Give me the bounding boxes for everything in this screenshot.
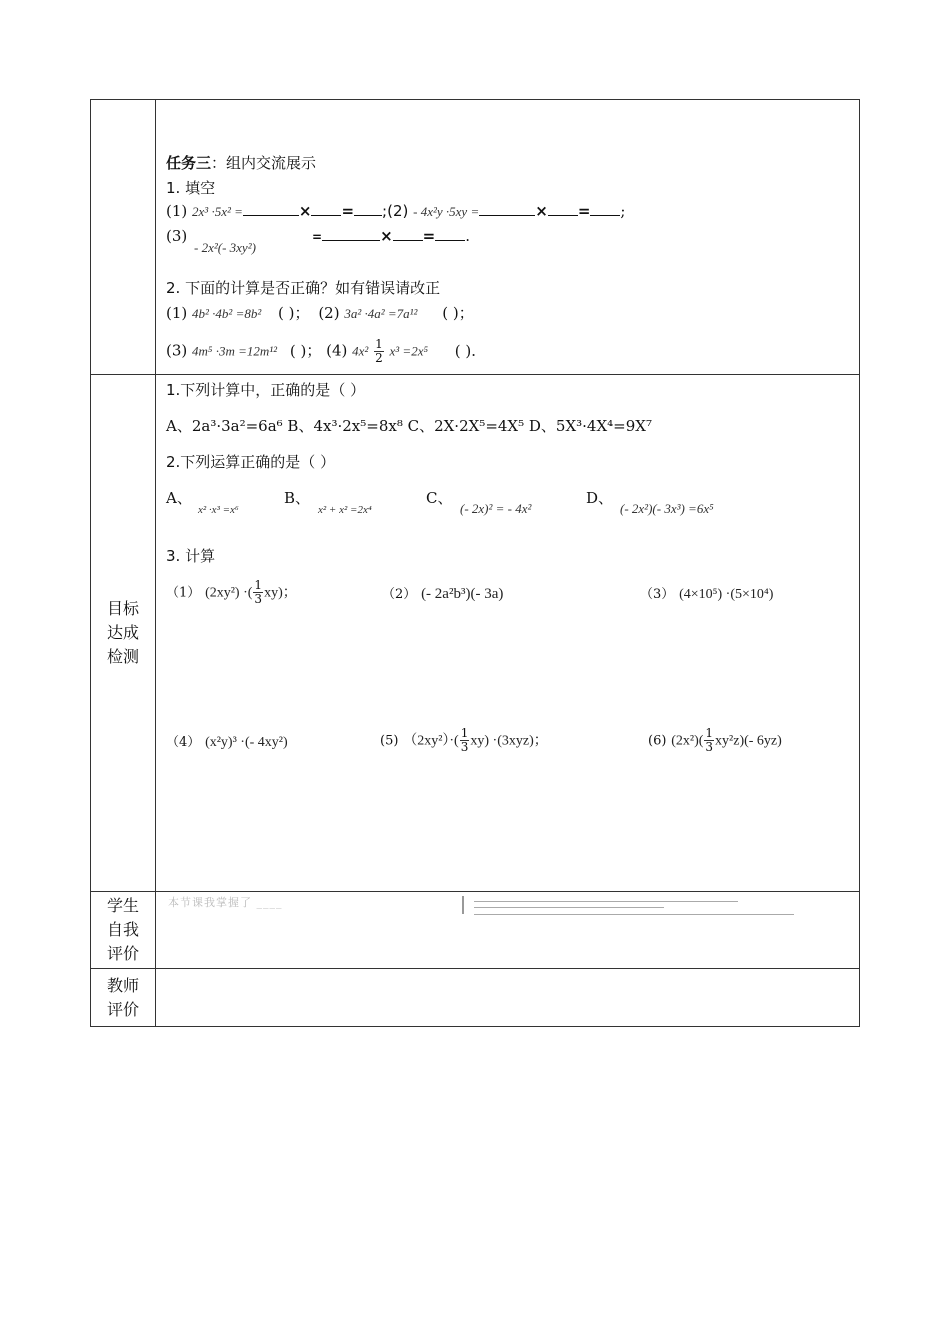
self-eval-line-2 (474, 907, 664, 908)
self-eval-side-label: 学生 自我 评价 (91, 892, 156, 969)
q1-line2-expr: - 2x²(- 3xy²) (194, 240, 256, 255)
self-eval-line-3 (474, 914, 794, 915)
teacher-eval-side-label: 教师 评价 (91, 969, 156, 1027)
check-q1-options: A、2a³·3a²=6a⁶ B、4x³·2x⁵=8x⁸ C、2X·2X⁵=4X⁵ D、5X³·4X⁴=9X⁷ (166, 417, 652, 435)
self-eval-row (91, 892, 860, 969)
task3-content-cell (156, 100, 860, 375)
check-content-cell (156, 375, 860, 892)
q2-label: 2. 下面的计算是否正确？如有错误请改正 (166, 279, 441, 297)
check-q2-option-c: C、 (426, 489, 453, 507)
calc-5: (5) （2xy²）·( $\frac{1}{3}$ xy) ·(3xyz)； (380, 726, 548, 754)
check-q2-option-d-expr: (- 2x²)(- 3x³) =6x⁵ (620, 501, 714, 516)
lesson-table (90, 99, 860, 1027)
check-row (91, 375, 860, 892)
check-q1: 1.下列计算中，正确的是（ ） (166, 381, 366, 399)
check-q2-option-c-expr: (- 2x)² = - 4x² (460, 501, 532, 516)
q1-fill-label: 1. 填空 (166, 179, 216, 197)
half-fraction: $\frac{1}{2}$ (375, 337, 383, 365)
task3-row (91, 100, 860, 375)
q2-line1: (1) 4b² ·4b² =8b² ( )； (2) 3a² ·4a² =7a¹² ( )； (166, 304, 474, 322)
calc-2: （2） (- 2a²b³)(- 3a) (382, 586, 504, 602)
self-eval-content-cell (156, 892, 860, 969)
check-q3: 3. 计算 (166, 547, 216, 565)
self-eval-bracket (462, 896, 468, 914)
calc-6: (6) (2x²)( $\frac{1}{3}$ xy²z)(- 6yz) (648, 726, 782, 754)
self-eval-faint-text: 本节课我掌握了 ____ (168, 896, 283, 909)
teacher-eval-row (91, 969, 860, 1027)
check-q2-option-a-expr: x² ·x³ =x⁶ (198, 504, 239, 516)
task3-title: 任务三：组内交流展示 (166, 154, 317, 172)
self-eval-line-1 (474, 901, 738, 902)
check-q2-option-d: D、 (586, 489, 614, 507)
calc-3: （3） (4×10⁵) ·(5×10⁴) (640, 587, 774, 602)
check-side-label: 目标 达成 检测 (91, 375, 156, 892)
q1-line1: (1) 2x³ ·5x² = × = ;(2) - 4x²y ·5xy = × = ; (166, 202, 626, 220)
calc-4: （4） (x²y)³ ·(- 4xy²) (166, 735, 288, 750)
q2-line2: (3) 4m⁵ ·3m =12m¹² ( )； (4) 4x² $\frac{1}{2}$ x³ =2x⁵ ( )． (166, 337, 487, 365)
check-q2-option-b-expr: x² + x² =2x⁴ (318, 504, 372, 516)
calc-1: （1） (2xy²) ·( $\frac{1}{3}$ xy)； (166, 578, 297, 606)
check-q2: 2.下列运算正确的是（ ） (166, 453, 336, 471)
teacher-eval-content-cell (156, 969, 860, 1027)
q1-line2: (3) (166, 227, 188, 245)
task3-side-cell (91, 100, 156, 375)
check-q2-option-b: B、 (284, 489, 311, 507)
check-q2-option-a: A、 (166, 489, 192, 507)
q1-line2-blanks: = × = . (312, 227, 470, 245)
